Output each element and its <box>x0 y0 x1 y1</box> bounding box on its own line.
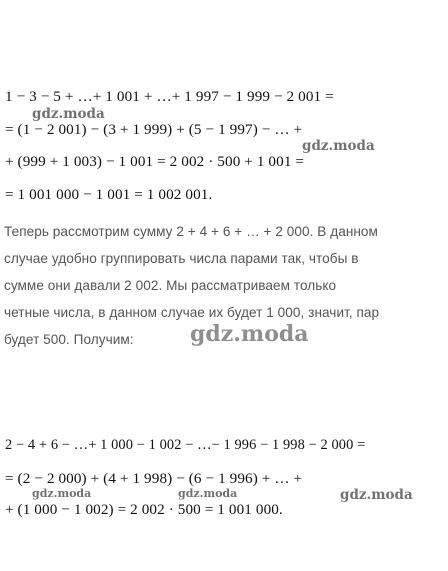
paragraph-line-4: четные числа, в данном случае их будет 1 000, значит, пар <box>4 305 380 320</box>
paragraph-line-3: сумме они давали 2 002. Мы рассматриваем только <box>4 278 337 293</box>
equation-line-1: 1 − 3 − 5 + …+ 1 001 + …+ 1 997 − 1 999 − 2 001 = <box>5 88 334 105</box>
watermark: gdz.moda <box>32 487 92 500</box>
watermark: gdz.moda <box>190 321 309 347</box>
equation-line-6: = (2 − 2 000) + (4 + 1 998) − (6 − 1 996) + … + <box>5 470 303 487</box>
equation-line-4: = 1 001 000 − 1 001 = 1 002 001. <box>5 186 213 203</box>
equation-line-5: 2 − 4 + 6 − …+ 1 000 − 1 002 − …− 1 996 − 1 998 − 2 000 = <box>5 437 366 453</box>
equation-line-7: + (1 000 − 1 002) = 2 002 · 500 = 1 001 000. <box>5 501 283 518</box>
watermark: gdz.moda <box>340 487 413 503</box>
watermark: gdz.moda <box>32 106 105 122</box>
paragraph-line-2: случае удобно группировать числа парами так, чтобы в <box>4 251 359 266</box>
paragraph-line-1: Теперь рассмотрим сумму 2 + 4 + 6 + … + 2 000. В данном <box>4 224 378 239</box>
paragraph-line-5: будет 500. Получим: <box>4 332 134 347</box>
equation-line-3: + (999 + 1 003) − 1 001 = 2 002 · 500 + 1 001 = <box>5 153 305 170</box>
watermark: gdz.moda <box>178 487 238 500</box>
equation-line-2: = (1 − 2 001) − (3 + 1 999) + (5 − 1 997) − … + <box>5 121 303 138</box>
watermark: gdz.moda <box>302 138 375 154</box>
